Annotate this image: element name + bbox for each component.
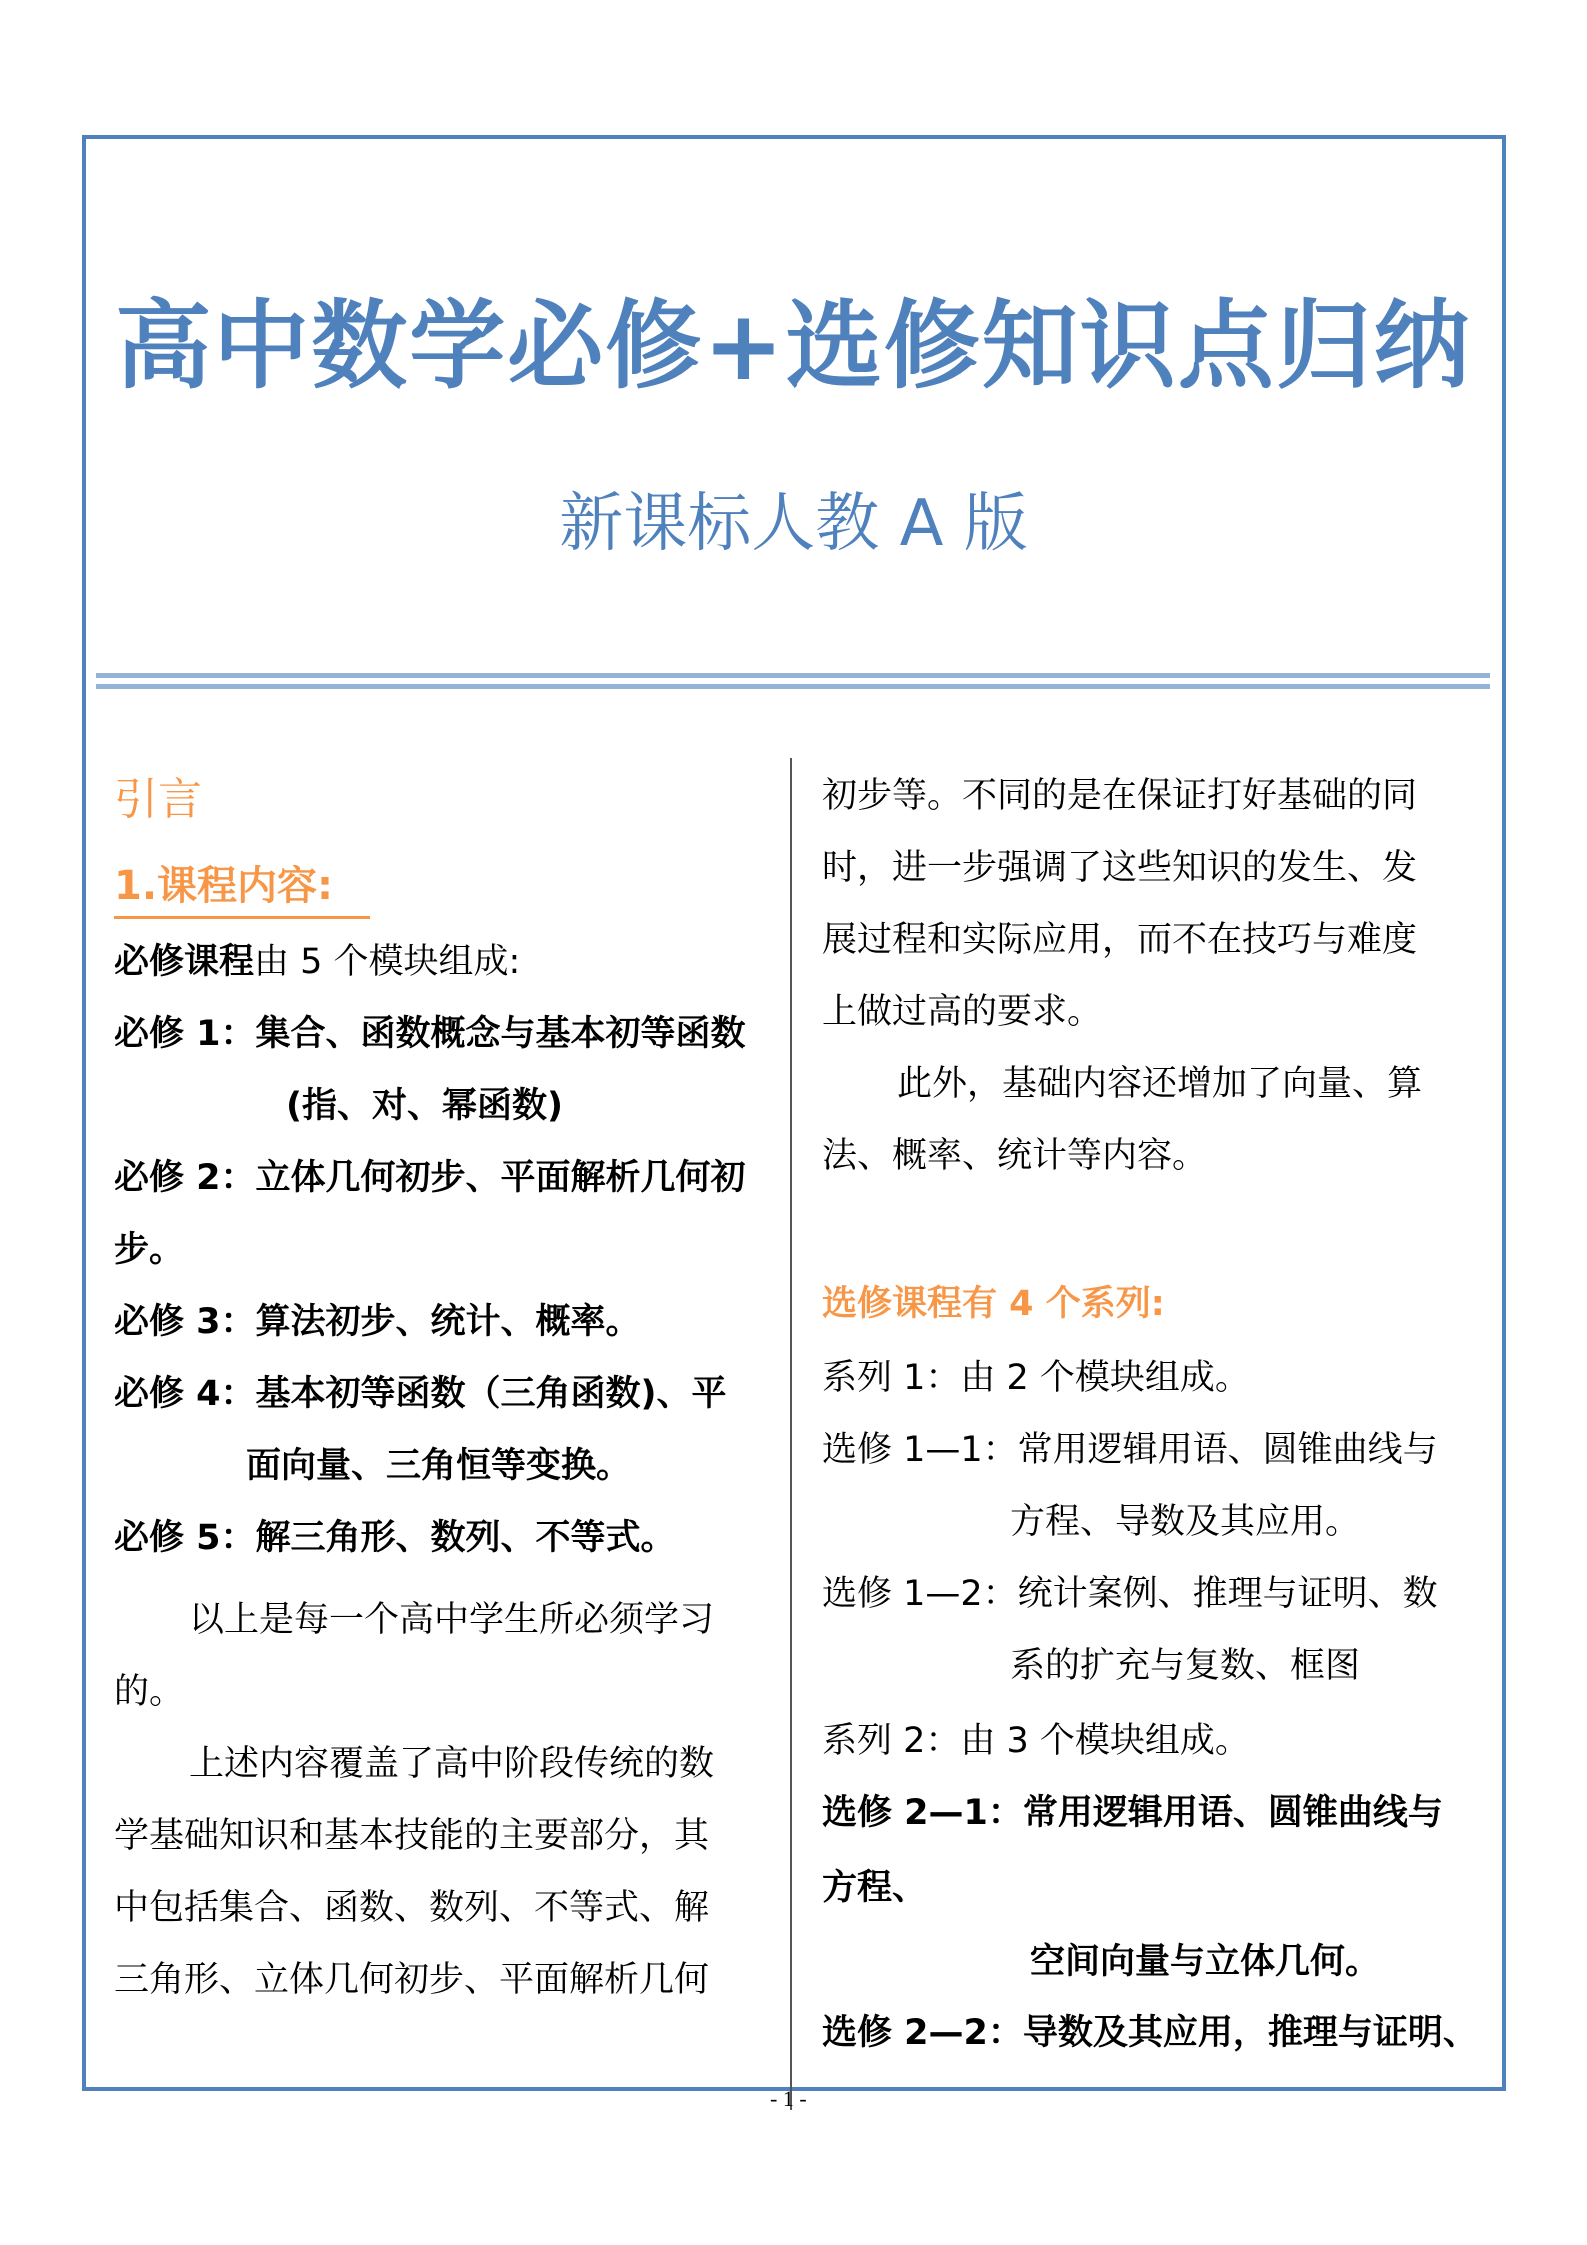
page-number: - 1 -: [770, 2086, 807, 2111]
paragraph-line: 选修 2—2：导数及其应用，推理与证明、: [822, 2013, 1478, 2053]
paragraph-line: 空间向量与立体几何。: [1030, 1942, 1381, 1982]
intro-rest: 由 5 个模块组成:: [254, 942, 521, 982]
paragraph-line: 时，进一步强调了这些知识的发生、发: [822, 848, 1418, 888]
paragraph-line: 系列 1：由 2 个模块组成。: [822, 1358, 1250, 1398]
paragraph-line: 步。: [114, 1230, 185, 1270]
document-subtitle: 新课标人教 A 版: [559, 487, 1028, 561]
paragraph-line: 三角形、立体几何初步、平面解析几何: [114, 1960, 710, 2000]
paragraph-line: (指、对、幂函数): [286, 1086, 563, 1126]
paragraph-line: 初步等。不同的是在保证打好基础的同: [822, 776, 1418, 816]
paragraph-line: 选修 1—1：常用逻辑用语、圆锥曲线与: [822, 1430, 1438, 1470]
elective-heading: 选修课程有 4 个系列:: [822, 1284, 1165, 1324]
paragraph-line: 展过程和实际应用，而不在技巧与难度: [822, 920, 1418, 960]
paragraph-line: 必修 5：解三角形、数列、不等式。: [114, 1518, 676, 1558]
intro-bold: 必修课程: [114, 942, 255, 982]
paragraph-line: 面向量、三角恒等变换。: [246, 1446, 632, 1486]
divider-rule: [96, 684, 1490, 689]
section-heading: 1.课程内容:: [114, 856, 370, 919]
paragraph-line: 此外，基础内容还增加了向量、算: [897, 1064, 1423, 1104]
column-divider: [790, 758, 792, 2110]
paragraph-line: 方程、导数及其应用。: [1010, 1502, 1361, 1542]
paragraph-line: 上做过高的要求。: [822, 992, 1103, 1032]
paragraph-line: 上述内容覆盖了高中阶段传统的数: [189, 1744, 715, 1784]
heading-intro: 引言: [114, 774, 202, 825]
document-title: 高中数学必修+选修知识点归纳: [115, 290, 1472, 402]
paragraph-line: 选修 2—1：常用逻辑用语、圆锥曲线与: [822, 1793, 1443, 1833]
paragraph-line: 法、概率、统计等内容。: [822, 1136, 1208, 1176]
paragraph-line: 必修 2：立体几何初步、平面解析几何初: [114, 1158, 746, 1198]
paragraph-line: 必修 1：集合、函数概念与基本初等函数: [114, 1014, 746, 1054]
paragraph-line: [114, 926, 520, 998]
paragraph-line: 系的扩充与复数、框图: [1010, 1646, 1361, 1686]
paragraph-line: 以上是每一个高中学生所必须学习: [189, 1600, 715, 1640]
paragraph-line: 学基础知识和基本技能的主要部分，其: [114, 1816, 710, 1856]
divider-rule: [96, 673, 1490, 678]
paragraph-line: 的。: [114, 1672, 185, 1712]
paragraph-line: 中包括集合、函数、数列、不等式、解: [114, 1888, 710, 1928]
paragraph-line: 方程、: [822, 1868, 928, 1908]
paragraph-line: 必修 4：基本初等函数（三角函数)、平: [114, 1374, 727, 1414]
paragraph-line: 选修 1—2：统计案例、推理与证明、数: [822, 1574, 1438, 1614]
paragraph-line: 必修 3：算法初步、统计、概率。: [114, 1302, 641, 1342]
paragraph-line: 系列 2：由 3 个模块组成。: [822, 1721, 1250, 1761]
